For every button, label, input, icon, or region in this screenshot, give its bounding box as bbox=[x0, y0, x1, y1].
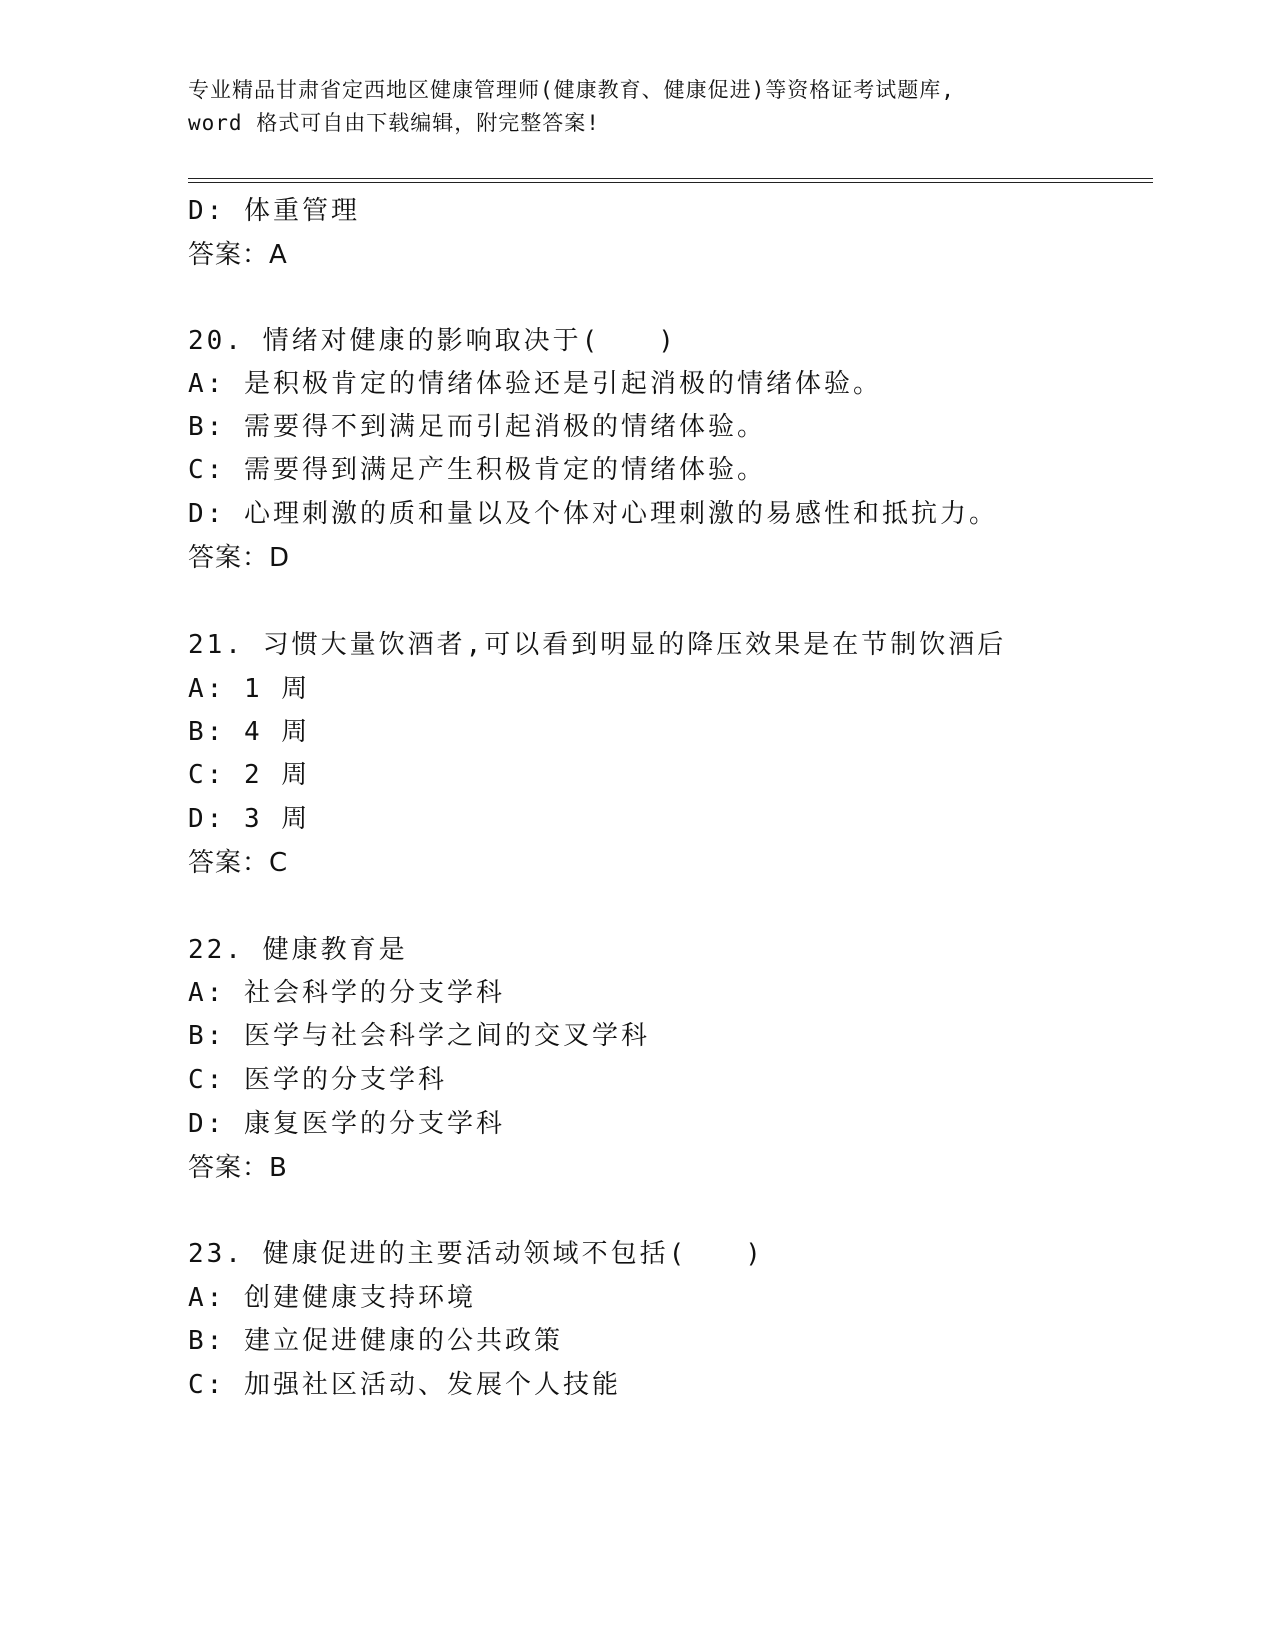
continuation-answer: 答案：A bbox=[188, 240, 288, 270]
continuation-option-d: D: 体重管理 bbox=[188, 196, 360, 226]
question-20-option-c: C: 需要得到满足产生积极肯定的情绪体验。 bbox=[188, 455, 766, 485]
header-rule-bottom bbox=[188, 182, 1153, 183]
question-21-option-c: C: 2 周 bbox=[188, 760, 311, 790]
header-line-1: 专业精品甘肃省定西地区健康管理师(健康教育、健康促进)等资格证考试题库, bbox=[188, 78, 955, 102]
page-header bbox=[188, 74, 1088, 140]
question-21-option-a: A: 1 周 bbox=[188, 674, 311, 704]
question-21-option-d: D: 3 周 bbox=[188, 804, 311, 834]
question-22-option-b: B: 医学与社会科学之间的交叉学科 bbox=[188, 1021, 650, 1051]
question-20-option-a: A: 是积极肯定的情绪体验还是引起消极的情绪体验。 bbox=[188, 369, 882, 399]
header-rule-top bbox=[188, 178, 1153, 179]
question-22-option-a: A: 社会科学的分支学科 bbox=[188, 978, 505, 1008]
question-21-option-b: B: 4 周 bbox=[188, 717, 311, 747]
question-23-option-a: A: 创建健康支持环境 bbox=[188, 1283, 476, 1313]
question-21-stem: 21. 习惯大量饮酒者,可以看到明显的降压效果是在节制饮酒后 bbox=[188, 630, 1007, 660]
question-22-stem: 22. 健康教育是 bbox=[188, 935, 408, 965]
question-22-answer: 答案：B bbox=[188, 1153, 288, 1183]
question-20-option-d: D: 心理刺激的质和量以及个体对心理刺激的易感性和抵抗力。 bbox=[188, 499, 998, 529]
question-22-option-d: D: 康复医学的分支学科 bbox=[188, 1109, 505, 1139]
question-20-answer: 答案：D bbox=[188, 543, 291, 573]
header-line-2: word 格式可自由下载编辑，附完整答案! bbox=[188, 111, 600, 135]
question-21-answer: 答案：C bbox=[188, 848, 289, 878]
question-23-option-c: C: 加强社区活动、发展个人技能 bbox=[188, 1370, 621, 1400]
question-20-stem: 20. 情绪对健康的影响取决于( ) bbox=[188, 326, 677, 356]
question-23-stem: 23. 健康促进的主要活动领域不包括( ) bbox=[188, 1239, 764, 1269]
question-20-option-b: B: 需要得不到满足而引起消极的情绪体验。 bbox=[188, 412, 766, 442]
question-23-option-b: B: 建立促进健康的公共政策 bbox=[188, 1326, 563, 1356]
question-22-option-c: C: 医学的分支学科 bbox=[188, 1065, 447, 1095]
